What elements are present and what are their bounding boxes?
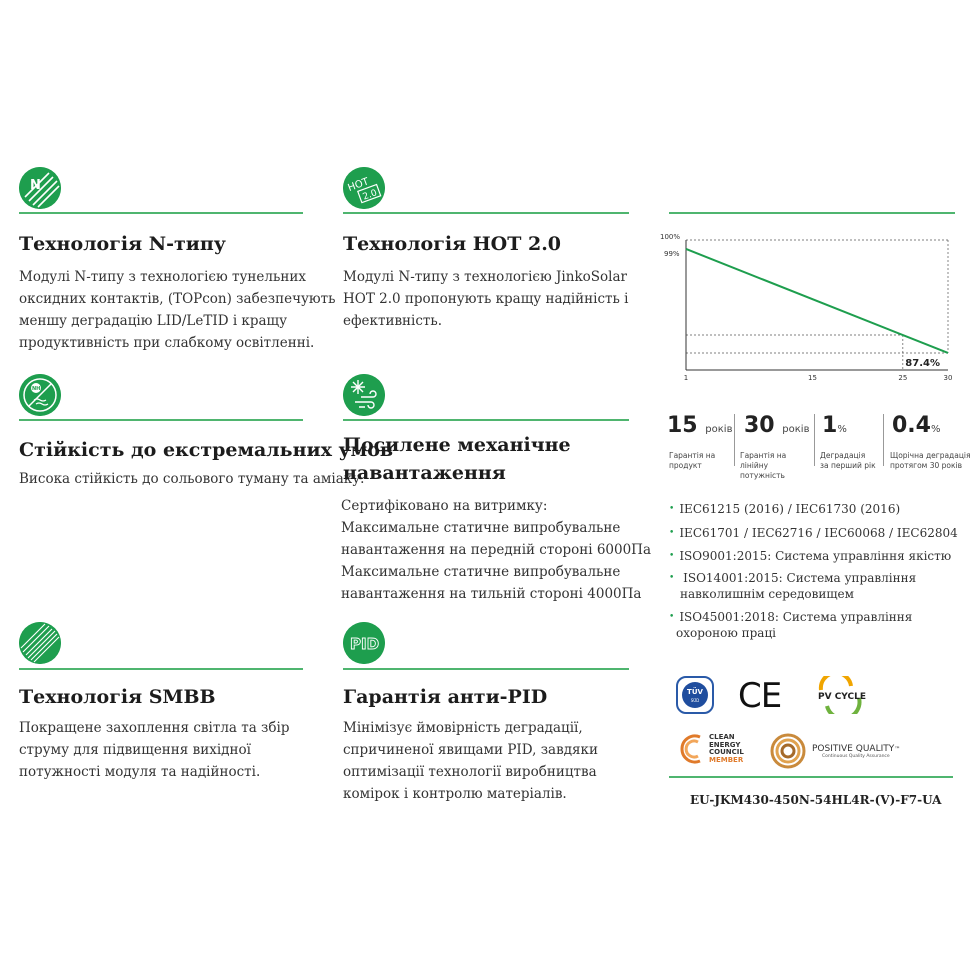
svg-text:HOT: HOT — [346, 176, 371, 195]
chart-x-tick-1: 1 — [683, 374, 689, 382]
cert-item: • IEC61701 / IEC62716 / IEC60068 / IEC62804 — [669, 526, 958, 540]
hot-icon — [343, 167, 385, 209]
stat-separator-1 — [734, 414, 735, 466]
svg-text:N: N — [30, 178, 41, 193]
clean-energy-council-logo: CLEAN ENERGY COUNCIL MEMBER — [676, 733, 744, 765]
smbb-description: Покращене захоплення світла та збір струму для підвищення вихідної потужності модуля та надійності. — [19, 720, 290, 780]
svg-text:2.0: 2.0 — [361, 188, 379, 203]
stat-separator-3 — [883, 414, 884, 466]
warranty-chart — [650, 230, 970, 390]
cert-item: • ISO9001:2015: Система управління якістю — [669, 549, 952, 563]
mechanical-divider — [343, 419, 629, 421]
chart-y-label-100: 100% — [660, 233, 681, 241]
chart-x-tick-25: 25 — [898, 374, 908, 382]
extreme-title: Стійкість до екстремальних умов — [19, 439, 394, 461]
stat-separator-2 — [814, 414, 815, 466]
smbb-title: Технологія SMBB — [19, 686, 216, 708]
smbb-icon — [19, 622, 61, 664]
pid-title: Гарантія анти-PID — [343, 686, 548, 708]
stat-product-warranty: 15 років — [667, 413, 733, 438]
hot-description: Модулі N-типу з технологією JinkoSolar HOT 2.0 пропонують кращу надійність і ефективність. — [343, 269, 629, 329]
cert-item: • IEC61215 (2016) / IEC61730 (2016) — [669, 502, 901, 516]
stat-annual-degradation-label: Щорічна деградація протягом 30 років — [890, 451, 971, 470]
salt-mist-icon — [19, 374, 61, 416]
mechanical-description: Сертифіковано на витримку: Максимальне статичне випробувальне навантаження на передній стороні 6000Па Максимальне статичне випробувальне навантаження на тильній стороні 4000Па — [341, 498, 652, 602]
stat-first-year-degradation-label: Деградація за перший рік — [820, 451, 876, 470]
stat-power-warranty: 30 років — [744, 413, 810, 438]
stat-product-warranty-label: Гарантія на продукт — [669, 451, 716, 470]
snow-wind-icon — [343, 374, 385, 416]
chart-top-divider — [669, 212, 955, 214]
chart-annotation-87: 87.4% — [905, 357, 940, 369]
chart-x-tick-30: 30 — [943, 374, 953, 382]
cert-item: • ISO45001:2018: Система управління охороною праці — [669, 610, 913, 640]
n-type-icon — [19, 167, 61, 209]
svg-text:PID: PID — [350, 635, 380, 653]
ntype-divider — [19, 212, 303, 214]
extreme-description: Висока стійкість до сольового туману та аміаку. — [19, 471, 365, 487]
ce-logo: CE — [738, 676, 782, 716]
stat-power-warranty-label: Гарантія на лінійну потужність — [740, 451, 787, 480]
model-divider — [669, 776, 953, 778]
svg-text:PV CYCLE: PV CYCLE — [818, 692, 866, 702]
mechanical-title: Посилене механічне навантаження — [343, 434, 571, 484]
model-number: EU-JKM430-450N-54HL4R-(V)-F7-UA — [690, 793, 942, 807]
tuv-logo — [676, 676, 714, 718]
pid-divider — [343, 668, 629, 670]
svg-text:NH₃: NH₃ — [32, 386, 43, 392]
pid-icon — [343, 622, 385, 664]
chart-x-tick-15: 15 — [808, 374, 817, 382]
pid-description: Мінімізує ймовірність деградації, спричиненої явищами PID, завдяки оптимізації технології виробництва комірок і контролю матеріалів. — [343, 720, 598, 802]
cert-item: • ISO14001:2015: Система управління навколишнім середовищем — [669, 571, 917, 601]
chart-degradation-line — [686, 249, 948, 353]
chart-y-label-99: 99% — [664, 249, 680, 258]
stat-first-year-degradation: 1% — [822, 413, 847, 438]
ntype-title: Технологія N-типу — [19, 233, 226, 255]
svg-text:TÜV: TÜV — [687, 688, 703, 696]
positive-quality-logo: POSITIVE QUALITY™ Continuous Quality Assurance — [770, 733, 900, 769]
extreme-divider — [19, 419, 303, 421]
stat-annual-degradation: 0.4% — [892, 413, 941, 438]
hot-divider — [343, 212, 629, 214]
hot-title: Технологія HOT 2.0 — [343, 233, 562, 255]
pv-cycle-logo — [811, 676, 873, 718]
ntype-description: Модулі N-типу з технологією тунельних оксидних контактів, (TOPcon) забезпечують меншу деградацію LID/LeTID і кращу продуктивність при слабкому освітленні. — [19, 269, 336, 351]
smbb-divider — [19, 668, 303, 670]
svg-text:SÜD: SÜD — [690, 698, 700, 703]
